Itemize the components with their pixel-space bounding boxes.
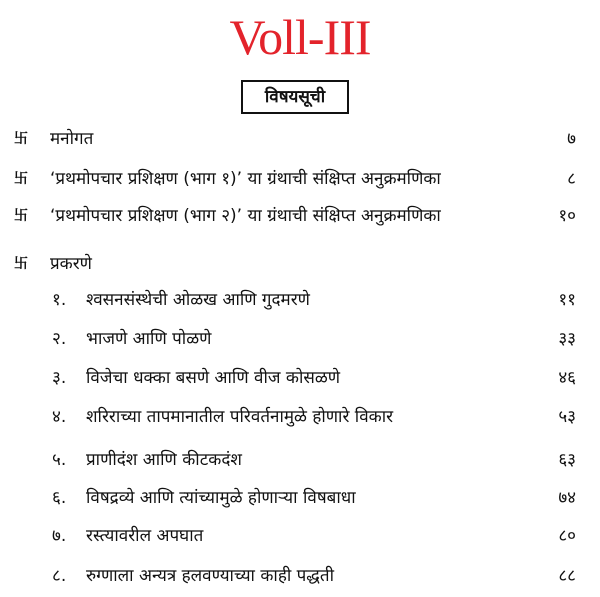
toc-section-heading — [0, 250, 600, 278]
chapter-number: ४. — [52, 407, 67, 427]
chapter-entry[interactable] — [0, 562, 600, 590]
page-number: ४६ — [558, 368, 576, 388]
page-number: ६३ — [558, 450, 576, 470]
chapter-entry[interactable] — [0, 325, 600, 353]
chapter-title: रस्त्यावरील अपघात — [86, 526, 204, 546]
page-number: ११ — [558, 290, 576, 310]
page-number: ८० — [558, 526, 576, 546]
swastika-bullet-icon: 卐 — [14, 208, 28, 224]
page-number: ८ — [567, 169, 576, 189]
chapter-number: ५. — [52, 450, 67, 470]
page-number: ५३ — [558, 407, 576, 427]
page-number: ७४ — [558, 488, 576, 508]
toc-entry[interactable] — [0, 165, 600, 193]
entry-label: ‘प्रथमोपचार प्रशिक्षण (भाग १)’ या ग्रंथाची संक्षिप्त अनुक्रमणिका — [50, 169, 441, 189]
page-number: ७ — [567, 129, 576, 149]
chapter-title: शरिराच्या तापमानातील परिवर्तनामुळे होणारे विकार — [86, 407, 394, 427]
swastika-bullet-icon: 卐 — [14, 256, 28, 272]
chapter-title: रुग्णाला अन्यत्र हलवण्याच्या काही पद्धती — [86, 566, 334, 586]
page-number: ३३ — [558, 329, 576, 349]
chapter-number: १. — [52, 290, 67, 310]
chapter-entry[interactable] — [0, 522, 600, 550]
chapter-title: भाजणे आणि पोळणे — [86, 329, 212, 349]
toc-entry[interactable] — [0, 202, 600, 230]
chapter-number: ७. — [52, 526, 67, 546]
chapter-number: ३. — [52, 368, 67, 388]
swastika-bullet-icon: 卐 — [14, 171, 28, 187]
chapter-title: श्वसनसंस्थेची ओळख आणि गुदमरणे — [86, 290, 310, 310]
toc-entry[interactable] — [0, 125, 600, 153]
chapter-entry[interactable] — [0, 403, 600, 431]
chapter-number: ६. — [52, 488, 67, 508]
chapter-title: विषद्रव्ये आणि त्यांच्यामुळे होणाऱ्या विषबाधा — [86, 488, 356, 508]
chapter-entry[interactable] — [0, 364, 600, 392]
chapter-entry[interactable] — [0, 484, 600, 512]
chapter-number: २. — [52, 329, 67, 349]
entry-label: ‘प्रथमोपचार प्रशिक्षण (भाग २)’ या ग्रंथाची संक्षिप्त अनुक्रमणिका — [50, 206, 441, 226]
chapter-entry[interactable] — [0, 446, 600, 474]
page-number: ८८ — [558, 566, 576, 586]
entry-label: मनोगत — [50, 129, 94, 149]
chapter-title: प्राणीदंश आणि कीटकदंश — [86, 450, 242, 470]
contents-heading: विषयसूची — [241, 80, 349, 114]
chapter-entry[interactable] — [0, 286, 600, 314]
chapter-title: विजेचा धक्का बसणे आणि वीज कोसळणे — [86, 368, 341, 388]
page-number: १० — [558, 206, 576, 226]
volume-title: Voll-III — [229, 9, 371, 65]
entry-label: प्रकरणे — [50, 254, 92, 274]
chapter-number: ८. — [52, 566, 67, 586]
swastika-bullet-icon: 卐 — [14, 131, 28, 147]
